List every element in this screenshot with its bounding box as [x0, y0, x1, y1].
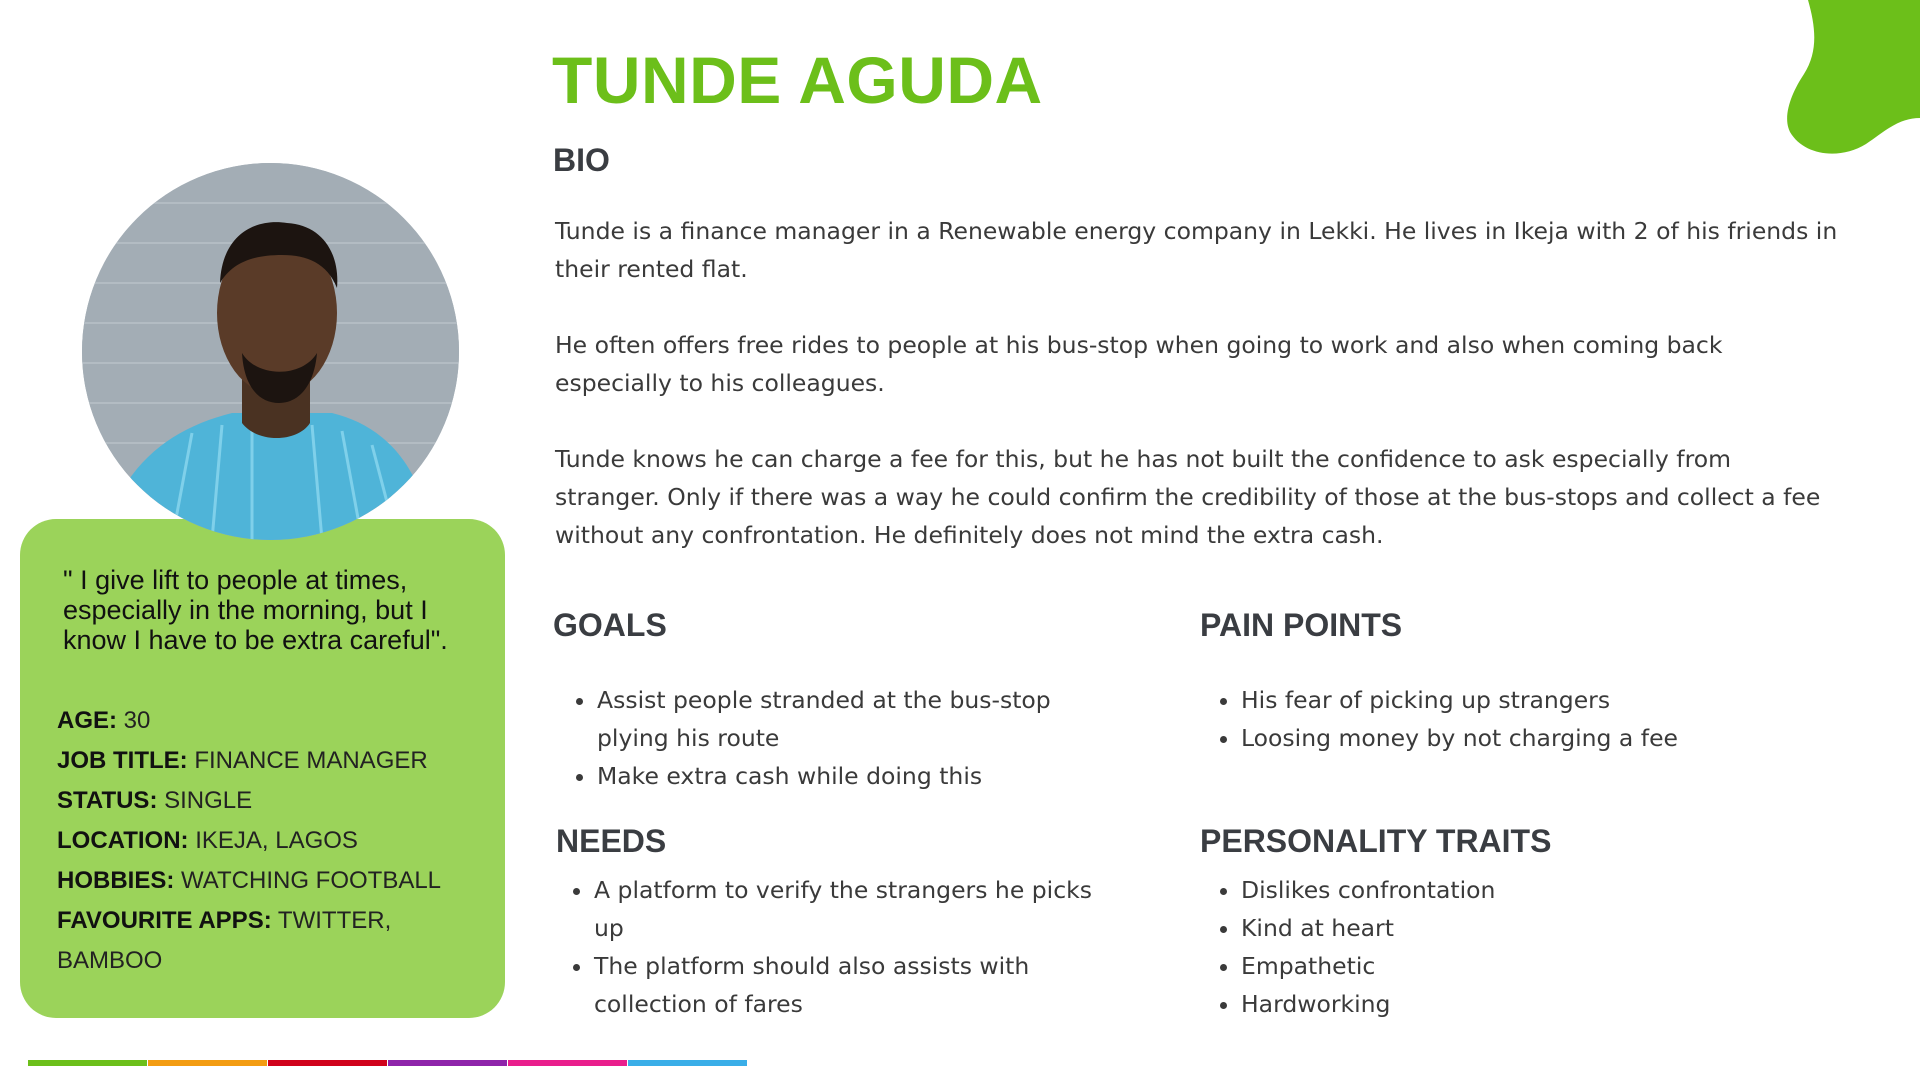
list-item: • Empathetic — [1241, 947, 1861, 985]
bio-paragraph: Tunde knows he can charge a fee for this, but he has not built the confidence to ask especially from stranger. Only if there was a way he could confirm the credibility of those at the bus-stops and collect a fee without any confrontation. He definitely does not mind the extra cash. — [555, 445, 1821, 549]
list-item: • Hardworking — [1241, 985, 1861, 1023]
strip-segment — [28, 1060, 147, 1066]
strip-segment — [508, 1060, 627, 1066]
fact-label: FAVOURITE APPS: — [57, 907, 272, 934]
goals-list — [555, 681, 1127, 795]
corner-blob-decoration — [1780, 0, 1920, 160]
color-strip — [28, 1060, 748, 1066]
persona-quote: " I give lift to people at times, especially in the morning, but I know I have to be extra careful". — [63, 565, 448, 655]
goals-heading: GOALS — [553, 607, 667, 643]
list-item: • Assist people stranded at the bus-stop plying his route — [597, 681, 1127, 757]
list-item: • Make extra cash while doing this — [597, 757, 1127, 795]
bio-paragraph: Tunde is a finance manager in a Renewable energy company in Lekki. He lives in Ikeja with 2 of his friends in their rented flat. — [555, 217, 1838, 283]
bio-section — [555, 212, 1840, 592]
fact-value: WATCHING FOOTBALL — [181, 867, 442, 894]
personality-traits-list — [1199, 871, 1861, 1023]
persona-name: TUNDE AGUDA — [552, 43, 1043, 117]
list-item: • Kind at heart — [1241, 909, 1861, 947]
fact-age — [57, 701, 497, 741]
fact-value: SINGLE — [164, 787, 253, 814]
fact-label: HOBBIES: — [57, 867, 175, 894]
needs-list — [552, 871, 1124, 1023]
bio-heading: BIO — [553, 142, 610, 178]
fact-label: AGE: — [57, 707, 117, 734]
strip-segment — [148, 1060, 267, 1066]
strip-segment — [388, 1060, 507, 1066]
strip-segment — [268, 1060, 387, 1066]
pain-points-heading: PAIN POINTS — [1200, 607, 1403, 643]
profile-card — [20, 519, 505, 1018]
list-item: • Dislikes confrontation — [1241, 871, 1861, 909]
list-item: • The platform should also assists with collection of fares — [594, 947, 1124, 1023]
fact-label: JOB TITLE: — [57, 747, 188, 774]
list-item: • A platform to verify the strangers he picks up — [594, 871, 1124, 947]
fact-value: FINANCE MANAGER — [194, 747, 428, 774]
pain-points-list — [1199, 681, 1861, 757]
strip-segment — [628, 1060, 747, 1066]
personality-traits-heading: PERSONALITY TRAITS — [1200, 823, 1552, 859]
list-item: • Loosing money by not charging a fee — [1241, 719, 1861, 757]
fact-label: LOCATION: — [57, 827, 189, 854]
fact-hobbies — [57, 861, 497, 901]
fact-value: TWITTER, BAMBOO — [57, 907, 392, 974]
persona-facts — [57, 701, 497, 981]
fact-favourite-apps — [57, 901, 497, 981]
needs-heading: NEEDS — [556, 823, 667, 859]
fact-location — [57, 821, 497, 861]
persona-photo — [82, 163, 459, 540]
fact-label: STATUS: — [57, 787, 158, 814]
fact-status — [57, 781, 497, 821]
fact-value: IKEJA, LAGOS — [195, 827, 358, 854]
fact-job-title — [57, 741, 497, 781]
list-item: • His fear of picking up strangers — [1241, 681, 1861, 719]
fact-value: 30 — [123, 707, 151, 734]
bio-paragraph: He often offers free rides to people at his bus-stop when going to work and also when coming back especially to his colleagues. — [555, 331, 1723, 397]
